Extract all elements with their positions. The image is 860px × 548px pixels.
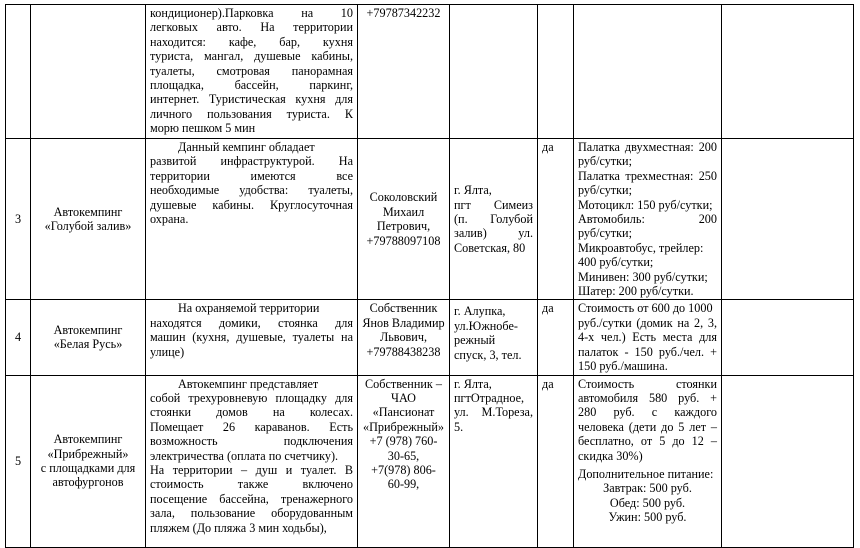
contact-line: «Пансионат [372, 405, 435, 420]
address-line: 5. [454, 419, 464, 434]
table-row [6, 375, 854, 547]
contact-line: 60-99, [387, 477, 420, 492]
price-line: Мотоцикл: 150 руб/сутки; [578, 197, 713, 212]
price-line: 280 руб. с каждого [578, 405, 717, 420]
desc-line: стоимость также включено [150, 477, 353, 492]
desc-line: улице) [150, 344, 185, 359]
table-row [6, 139, 854, 300]
price-line: руб/сутки; [578, 154, 632, 169]
desc-line: На территории – душ и туалет. В [150, 462, 353, 477]
contact-line: +7 (978) 760- [369, 434, 438, 449]
desc-line: машин (кухня, душевые, туалеты на [150, 330, 353, 345]
name-line: «Белая Русь» [53, 337, 123, 352]
price-line: Палатка двухместная: 200 [578, 140, 717, 154]
price-line: Палатка трехместная: 250 [578, 168, 717, 183]
desc-line: посещение бассейна, тренажерного [150, 491, 353, 506]
contact-line: +7(978) 806- [371, 462, 436, 477]
address-line: залив) ул. [454, 226, 533, 241]
price-cell [574, 375, 722, 547]
price-line: руб./сутки (домик на 2, 3, [578, 315, 717, 330]
desc-line: развитой инфраструктурой. На [150, 154, 353, 169]
desc-line: электричества (оплата по счетчику). [150, 448, 339, 463]
price-line: 150 руб./машина. [578, 359, 668, 374]
desc-line: легковых авто. На территории [150, 20, 353, 35]
address-cell [450, 5, 538, 139]
desc-line: интернет. Туристическая кухня для [150, 92, 353, 107]
name-line: «Голубой залив» [44, 219, 132, 234]
table-row [6, 5, 854, 139]
price-cell [574, 300, 722, 375]
address-line: спуск, 3, тел. [454, 347, 522, 362]
availability-cell: да [538, 375, 574, 547]
price-line: Обед: 500 руб. [609, 495, 686, 510]
name-line: Автокемпинг [53, 204, 123, 219]
empty-cell [722, 300, 854, 375]
availability-cell: да [538, 300, 574, 375]
contact-line: Собственник – [365, 376, 442, 391]
name-cell [31, 300, 146, 375]
price-line: бесплатно, от 5 до 12 – [578, 434, 717, 449]
price-line: Автомобиль: 200 [578, 212, 717, 227]
contact-line: Соколовский [369, 190, 438, 205]
contact-line: Петрович, [376, 219, 431, 234]
desc-line: Помещает 26 караванов. Есть [150, 419, 353, 434]
address-line: пгт Симеиз [454, 197, 533, 212]
address-line: г. Ялта, [454, 376, 492, 391]
address-line: (п. Голубой [454, 212, 533, 227]
contact-line: +79788097108 [366, 233, 441, 248]
price-line: скидка 30%) [578, 448, 643, 463]
empty-cell [722, 139, 854, 300]
price-line: Стоимость стоянки [578, 376, 717, 391]
description-cell [146, 375, 358, 547]
name-line: Автокемпинг [53, 432, 123, 447]
desc-line: территории имеются все [150, 168, 353, 183]
address-line: пгтОтрадное, [454, 390, 525, 405]
desc-line: находится: кафе, бар, кухня [150, 34, 353, 49]
desc-line: туалеты, смотровая панорамная [150, 63, 353, 78]
availability-cell [538, 5, 574, 139]
name-line: с площадками для [40, 461, 136, 475]
description-cell [146, 139, 358, 300]
address-line: режный [454, 333, 496, 348]
name-cell [31, 139, 146, 300]
contact-line: Львович, [379, 330, 428, 345]
price-line: руб/сутки; [578, 226, 632, 241]
desc-line: стоянки домов на колесах. [150, 405, 353, 420]
address-cell [450, 300, 538, 375]
row-number-cell: 5 [6, 375, 31, 547]
desc-line: находятся домики, стоянка для [150, 315, 353, 330]
address-line: ул. М.Тореза, [454, 405, 533, 420]
desc-line: зала, пользование оборудованным [150, 506, 353, 521]
price-line: автомобиля 580 руб. + [578, 390, 717, 405]
address-line: Советская, 80 [454, 240, 526, 255]
availability-cell: да [538, 139, 574, 300]
price-line: Минивен: 300 руб/сутки; [578, 269, 708, 284]
contact-cell [358, 5, 450, 139]
price-line: палаток - 150 руб./чел. + [578, 344, 717, 359]
price-line: Завтрак: 500 руб. [603, 481, 692, 496]
name-cell [31, 375, 146, 547]
contact-cell [358, 375, 450, 547]
empty-cell [722, 375, 854, 547]
contact-cell [358, 300, 450, 375]
contact-line: +79787342232 [366, 6, 441, 20]
contact-line: Собственник [369, 301, 438, 316]
desc-line: морю пешком 5 мин [150, 121, 256, 136]
price-line: человека (дети до 5 лет – [578, 419, 717, 434]
address-cell [450, 375, 538, 547]
price-cell [574, 5, 722, 139]
desc-line: личного пользования туриста. К [150, 106, 353, 121]
desc-line: На охраняемой территории [178, 301, 320, 316]
desc-line: Автокемпинг представляет [178, 376, 319, 391]
contact-line: Янов Владимир [362, 315, 445, 330]
accommodation-table [5, 4, 854, 548]
price-line: Микроавтобус, трейлер: [578, 240, 704, 255]
desc-line: необходимые удобства: туалеты, [150, 183, 353, 198]
price-line: Ужин: 500 руб. [608, 510, 687, 525]
table-row [6, 300, 854, 375]
row-number-cell [6, 5, 31, 139]
contact-line: 30-65, [387, 448, 420, 463]
price-line: Дополнительное питание: [578, 466, 714, 481]
desc-line: душевые кабины. Круглосуточная [150, 197, 353, 212]
desc-line: туриста, мангал, душевые кабины, [150, 49, 353, 64]
name-line: автофургонов [52, 475, 124, 490]
desc-line: охрана. [150, 212, 189, 227]
address-line: ул.Южнобе- [454, 318, 518, 333]
name-line: Автокемпинг [53, 323, 123, 338]
price-line: Стоимость от 600 до 1000 [578, 301, 713, 316]
address-line: г. Алупка, [454, 304, 506, 319]
contact-line: «Прибрежный» [363, 419, 444, 434]
price-line: руб/сутки; [578, 183, 632, 198]
price-line: Шатер: 200 руб/сутки. [578, 284, 694, 299]
price-line: 400 руб/сутки; [578, 255, 654, 270]
address-cell [450, 139, 538, 300]
empty-cell [722, 5, 854, 139]
desc-line: пляжем (До пляжа 3 мин ходьбы), [150, 520, 327, 535]
desc-line: площадка, бассейн, паркинг, [150, 78, 353, 93]
address-line: г. Ялта, [454, 183, 492, 198]
contact-cell [358, 139, 450, 300]
contact-line: Михаил [382, 204, 425, 219]
row-number-cell: 3 [6, 139, 31, 300]
name-line: «Прибрежный» [47, 446, 129, 461]
desc-line: собой трехуровневую площадку для [150, 390, 353, 405]
contact-line: ЧАО [391, 390, 416, 405]
row-number-cell: 4 [6, 300, 31, 375]
desc-line: возможность подключения [150, 434, 353, 449]
description-cell [146, 5, 358, 139]
contact-line: +79788438238 [366, 344, 441, 359]
description-cell [146, 300, 358, 375]
desc-line: кондиционер).Парковка на 10 [150, 6, 353, 20]
name-cell [31, 5, 146, 139]
desc-line: Данный кемпинг обладает [178, 140, 315, 154]
price-line: 4-х чел.) Есть места для [578, 330, 717, 345]
price-cell [574, 139, 722, 300]
